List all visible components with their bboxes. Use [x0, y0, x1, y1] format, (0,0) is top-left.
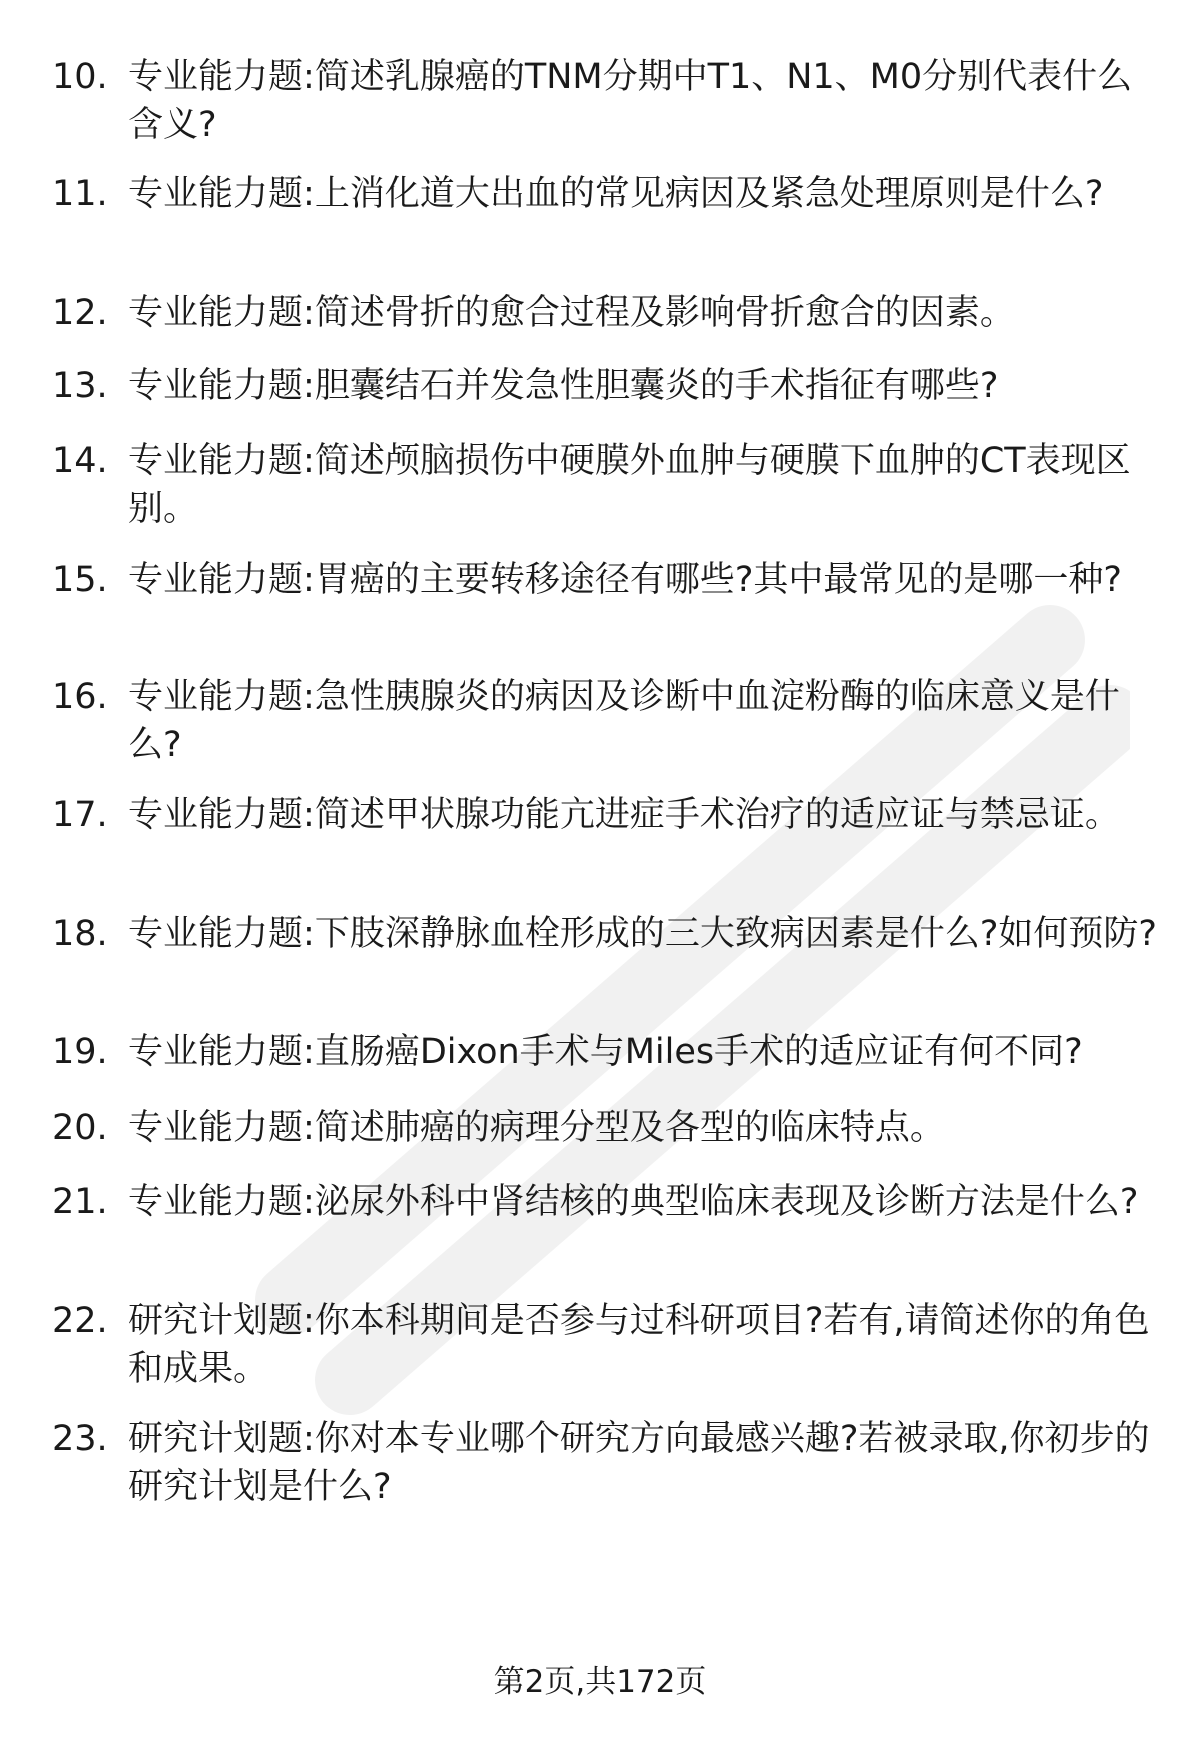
question-number: 12. — [52, 293, 108, 333]
question-body: 专业能力题:急性胰腺炎的病因及诊断中血淀粉酶的临床意义是什么? — [128, 677, 1120, 765]
question-category: 专业能力题 — [128, 57, 304, 97]
question-category: 专业能力题 — [128, 795, 304, 835]
question-text: 简述乳腺癌的TNM分期中T1、N1、M0分别代表什么含义? — [128, 57, 1133, 145]
question-number: 19. — [52, 1032, 108, 1072]
question-category: 专业能力题 — [128, 174, 304, 214]
question-text: 上消化道大出血的常见病因及紧急处理原则是什么? — [314, 174, 1104, 214]
question-text: 你对本专业哪个研究方向最感兴趣?若被录取,你初步的研究计划是什么? — [128, 1419, 1150, 1507]
question-body: 专业能力题:下肢深静脉血栓形成的三大致病因素是什么?如何预防? — [128, 914, 1157, 954]
question-number: 18. — [52, 914, 108, 954]
question-text: 下肢深静脉血栓形成的三大致病因素是什么?如何预防? — [314, 914, 1157, 954]
question-body: 专业能力题:胆囊结石并发急性胆囊炎的手术指征有哪些? — [128, 366, 999, 406]
watermark — [230, 520, 1130, 1420]
question-number: 11. — [52, 174, 108, 214]
question-body: 研究计划题:你对本专业哪个研究方向最感兴趣?若被录取,你初步的研究计划是什么? — [128, 1419, 1150, 1507]
question-category: 专业能力题 — [128, 1108, 304, 1148]
question-text: 直肠癌Dixon手术与Miles手术的适应证有何不同? — [314, 1032, 1083, 1072]
question-body: 专业能力题:简述甲状腺功能亢进症手术治疗的适应证与禁忌证。 — [128, 795, 1120, 835]
question-category: 专业能力题 — [128, 293, 304, 333]
question-category: 专业能力题 — [128, 366, 304, 406]
question-category: 专业能力题 — [128, 441, 304, 481]
question-body: 专业能力题:上消化道大出血的常见病因及紧急处理原则是什么? — [128, 174, 1104, 214]
question-category: 专业能力题 — [128, 677, 304, 717]
question-category: 研究计划题 — [128, 1301, 304, 1341]
question-body: 专业能力题:简述肺癌的病理分型及各型的临床特点。 — [128, 1108, 945, 1148]
question-text: 简述颅脑损伤中硬膜外血肿与硬膜下血肿的CT表现区别。 — [128, 441, 1131, 529]
question-category: 研究计划题 — [128, 1419, 304, 1459]
question-body: 专业能力题:泌尿外科中肾结核的典型临床表现及诊断方法是什么? — [128, 1182, 1139, 1222]
question-text: 泌尿外科中肾结核的典型临床表现及诊断方法是什么? — [314, 1182, 1139, 1222]
question-number: 16. — [52, 677, 108, 717]
question-body: 研究计划题:你本科期间是否参与过科研项目?若有,请简述你的角色和成果。 — [128, 1301, 1150, 1389]
question-body: 专业能力题:简述骨折的愈合过程及影响骨折愈合的因素。 — [128, 293, 1015, 333]
question-number: 20. — [52, 1108, 108, 1148]
question-number: 10. — [52, 57, 108, 97]
question-category: 专业能力题 — [128, 560, 304, 600]
question-category: 专业能力题 — [128, 1182, 304, 1222]
question-text: 胃癌的主要转移途径有哪些?其中最常见的是哪一种? — [314, 560, 1122, 600]
question-text: 急性胰腺炎的病因及诊断中血淀粉酶的临床意义是什么? — [128, 677, 1120, 765]
question-text: 简述骨折的愈合过程及影响骨折愈合的因素。 — [314, 293, 1015, 333]
question-body: 专业能力题:简述颅脑损伤中硬膜外血肿与硬膜下血肿的CT表现区别。 — [128, 441, 1131, 529]
question-text: 简述甲状腺功能亢进症手术治疗的适应证与禁忌证。 — [314, 795, 1120, 835]
question-body: 专业能力题:直肠癌Dixon手术与Miles手术的适应证有何不同? — [128, 1032, 1083, 1072]
question-body: 专业能力题:胃癌的主要转移途径有哪些?其中最常见的是哪一种? — [128, 560, 1122, 600]
question-body: 专业能力题:简述乳腺癌的TNM分期中T1、N1、M0分别代表什么含义? — [128, 57, 1133, 145]
question-number: 21. — [52, 1182, 108, 1222]
question-text: 你本科期间是否参与过科研项目?若有,请简述你的角色和成果。 — [128, 1301, 1150, 1389]
question-text: 胆囊结石并发急性胆囊炎的手术指征有哪些? — [314, 366, 999, 406]
question-number: 23. — [52, 1419, 108, 1459]
question-number: 13. — [52, 366, 108, 406]
question-category: 专业能力题 — [128, 1032, 304, 1072]
question-number: 17. — [52, 795, 108, 835]
question-number: 14. — [52, 441, 108, 481]
question-number: 22. — [52, 1301, 108, 1341]
question-text: 简述肺癌的病理分型及各型的临床特点。 — [314, 1108, 945, 1148]
question-category: 专业能力题 — [128, 914, 304, 954]
page-footer: 第2页,共172页 — [493, 1664, 707, 1700]
question-number: 15. — [52, 560, 108, 600]
